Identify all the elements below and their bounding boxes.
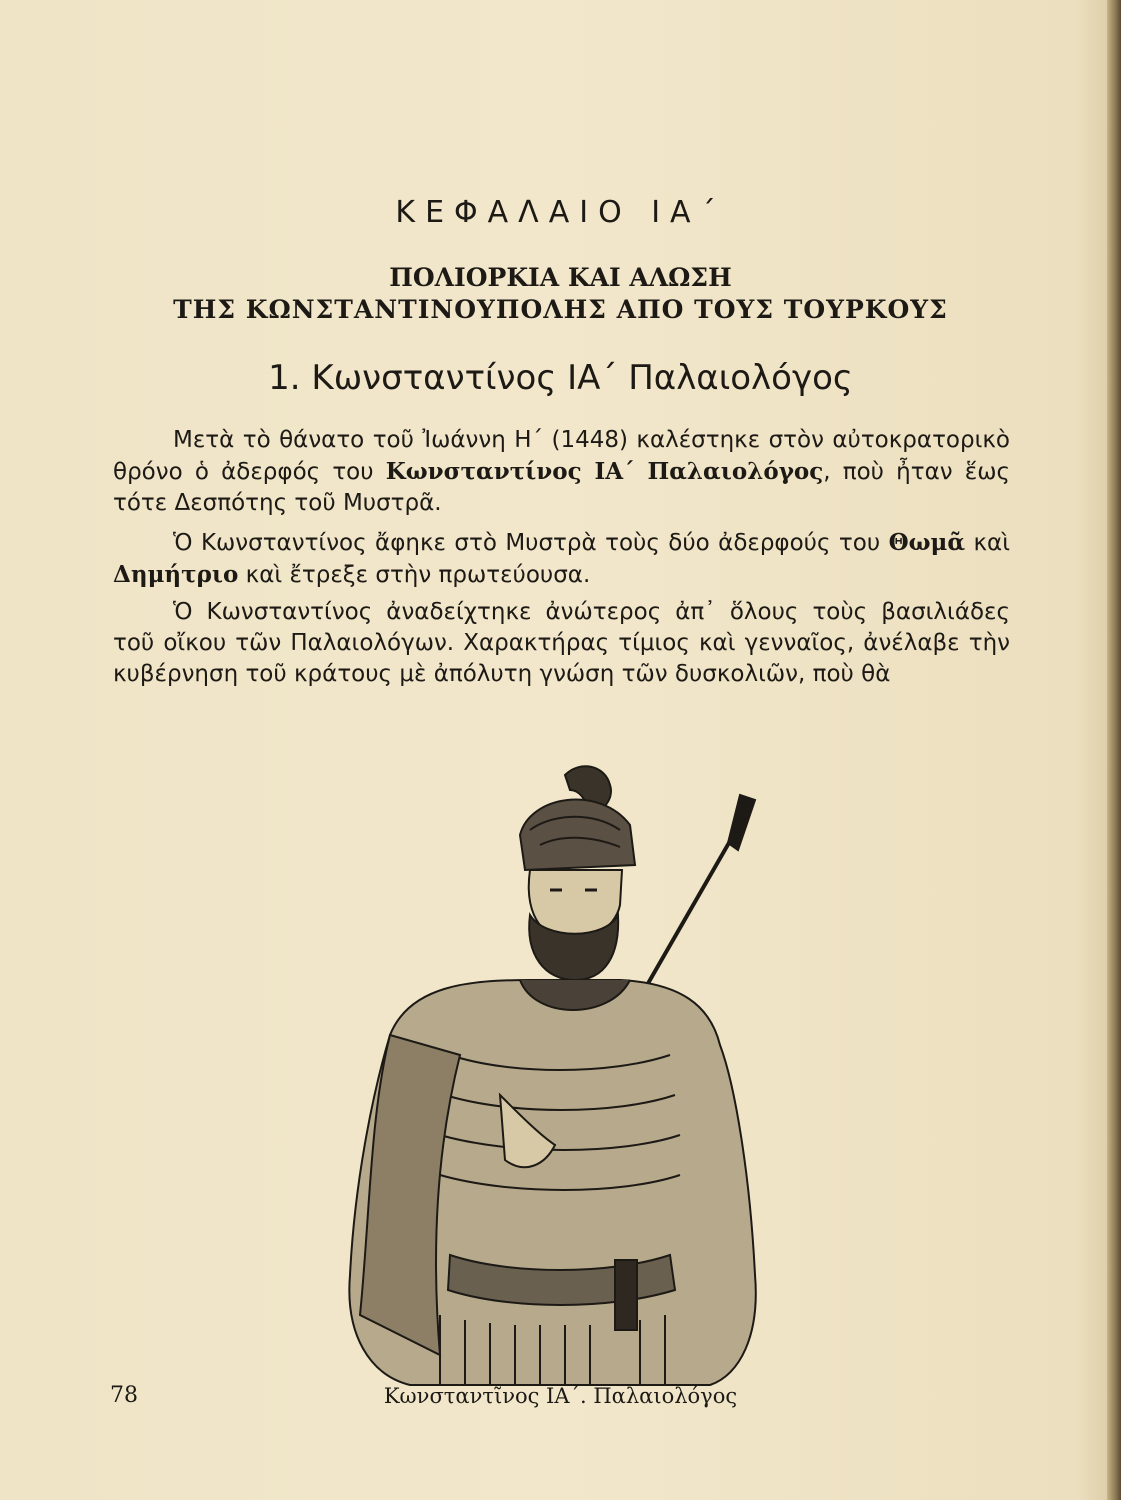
section-heading: 1. Κωνσταντίνος ΙΑ΄ Παλαιολόγος (268, 358, 853, 398)
chapter-title-line-2: ΤΗΣ ΚΩΝΣΤΑΝΤΙΝΟΥΠΟΛΗΣ ΑΠΟ ΤΟΥΣ ΤΟΥΡΚΟΥΣ (173, 295, 948, 324)
helmet-icon (520, 800, 635, 870)
brother-thomas-bold: Θωμᾶ (888, 529, 966, 556)
spear-head-icon (728, 795, 755, 850)
chapter-heading: ΚΕΦΑΛΑΙΟ ΙΑ΄ (395, 195, 726, 230)
paragraph-2-text-c: καὶ (965, 530, 1011, 556)
paragraph-2 (113, 527, 1010, 591)
paragraph-1-text-c: , ποὺ ἦταν ἕως τότε Δεσπότης τοῦ Μυστρᾶ. (113, 459, 1010, 516)
paragraph-2-text-a: Ὁ Κωνσταντίνος ἄφηκε στὸ Μυστρὰ τοὺς δύο ἀδερφούς του (173, 530, 889, 556)
emperor-name-bold: Κωνσταντίνος ΙΑ΄ Παλαιολόγος (385, 458, 824, 485)
emperor-portrait-engraving (330, 755, 770, 1390)
paragraph-1-text-a: Μετὰ τὸ θάνατο τοῦ Ἰωάννη Η΄ (1448) καλέστηκε στὸν αὐτοκρατορικὸ θρόνο ὁ ἀδερφός του (113, 427, 1010, 485)
paragraph-3 (113, 597, 1010, 690)
brother-demetrios-bold: Δημήτριο (113, 561, 239, 588)
paragraph-1 (113, 425, 1010, 519)
paragraph-3-text: Ὁ Κωνσταντίνος ἀναδείχτηκε ἀνώτερος ἀπ᾽ ὅλους τοὺς βασιλιάδες τοῦ οἴκου τῶν Παλαιολόγων. Χαρακτήρας τίμιος καὶ γενναῖος, ἀνέλαβε τὴν κυβέρνηση τοῦ κράτους μὲ ἀπόλυτη γνώση τῶν δυσκολιῶν, ποὺ θὰ (113, 599, 1010, 687)
paragraph-2-text-e: καὶ ἔτρεξε στὴν πρωτεύουσα. (238, 562, 591, 588)
chapter-title-line-1: ΠΟΛΙΟΡΚΙΑ ΚΑΙ ΑΛΩΣΗ (389, 263, 732, 292)
page-number: 78 (110, 1383, 138, 1408)
sword-hilt-icon (615, 1260, 637, 1330)
figure-caption: Κωνσταντῖνος ΙΑ΄. Παλαιολόγος (383, 1384, 738, 1408)
